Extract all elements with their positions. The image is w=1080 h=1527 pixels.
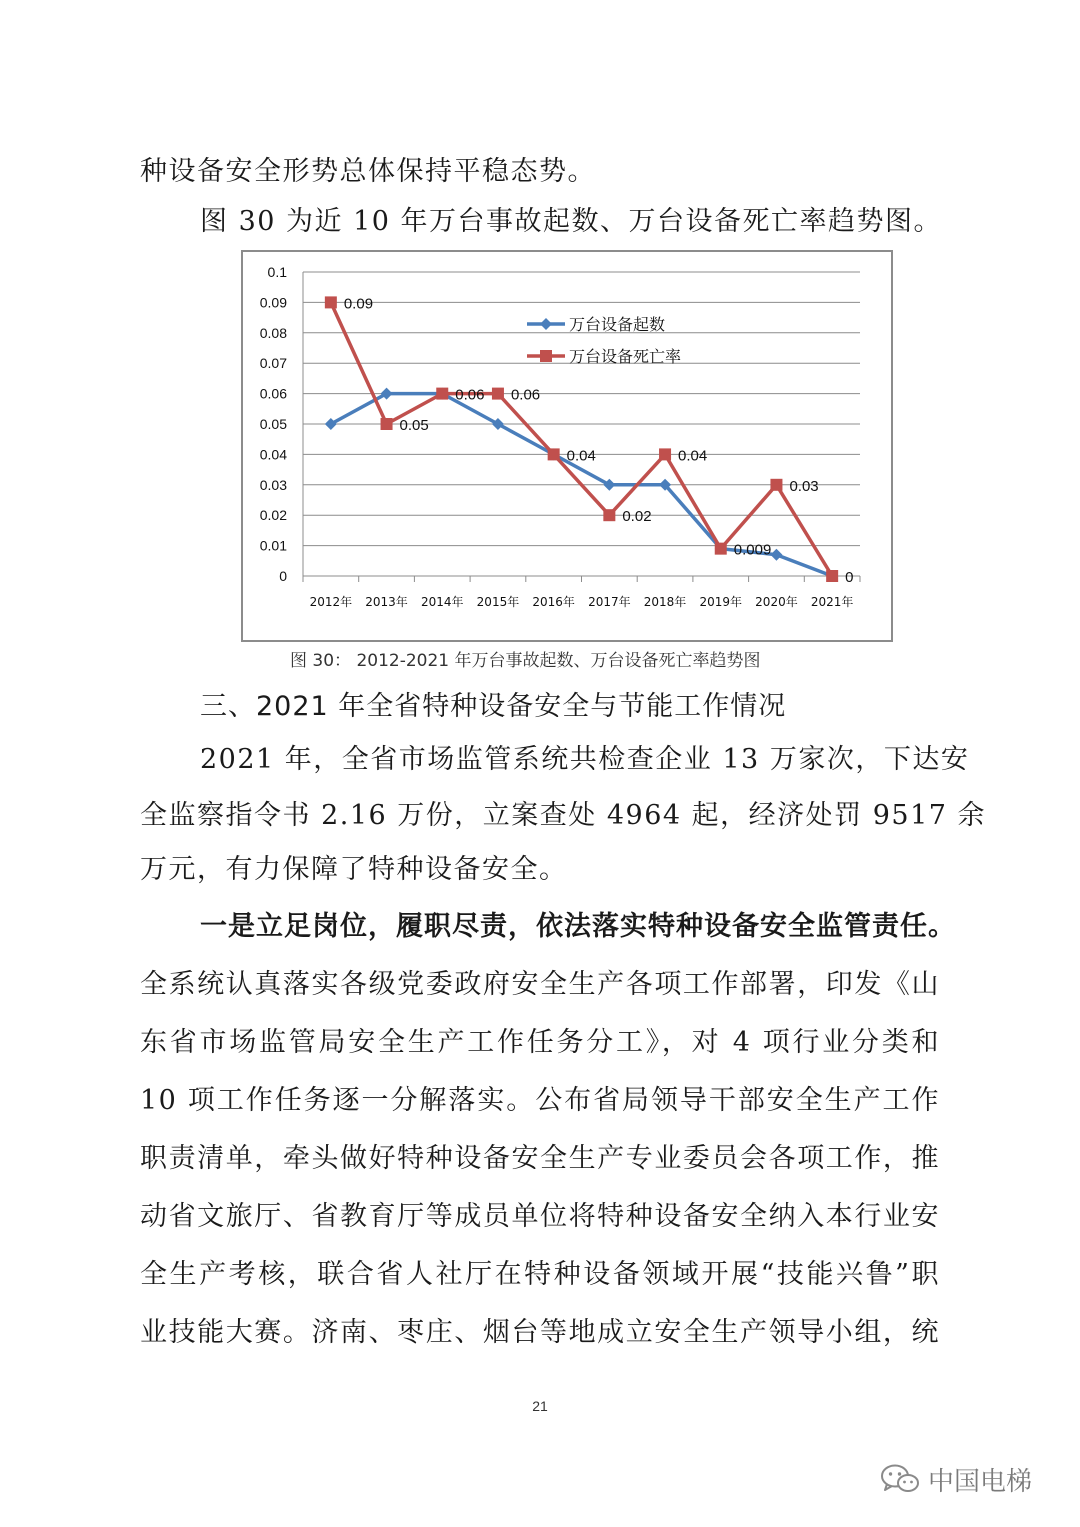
data-label: 0.05 [399, 417, 429, 434]
y-tick-label: 0.02 [259, 507, 287, 524]
y-tick-label: 0.01 [259, 537, 287, 554]
x-tick-label: 2021年 [810, 595, 854, 609]
x-tick-label: 2020年 [755, 595, 798, 609]
series-2-point [603, 509, 615, 521]
paragraph-2-line: 业技能大赛。济南、枣庄、烟台等地成立安全生产领导小组，统 [140, 1317, 940, 1348]
x-tick-label: 2019年 [699, 595, 743, 609]
series-2-point [548, 448, 560, 460]
y-tick-label: 0.07 [259, 355, 287, 372]
y-tick-label: 0.08 [259, 324, 287, 341]
data-label: 0.09 [343, 295, 374, 313]
paragraph-2-bold-lead: 一是立足岗位，履职尽责，依法落实特种设备安全监管责任。 [200, 911, 956, 942]
x-tick-label: 2014年 [420, 595, 464, 609]
trend-chart-svg [243, 252, 891, 640]
x-tick-label: 2013年 [365, 595, 408, 609]
series-2-point [492, 388, 504, 400]
watermark [880, 1462, 1032, 1496]
paragraph-2-line: 东省市场监管局安全生产工作任务分工》，对 4 项行业分类和 [140, 1027, 940, 1058]
paragraph-2-line: 职责清单，牵头做好特种设备安全生产专业委员会各项工作，推 [140, 1143, 940, 1174]
y-tick-label: 0.09 [259, 294, 287, 311]
paragraph-2-line: 全生产考核，联合省人社厅在特种设备领域开展“技能兴鲁”职 [140, 1259, 940, 1290]
paragraph-1-line: 全监察指令书 2.16 万份，立案查处 4964 起，经济处罚 9517 余 [140, 800, 987, 831]
paragraph-2-line: 10 项工作任务逐一分解落实。公布省局领导干部安全生产工作 [140, 1085, 940, 1116]
figure-caption: 图 30： 2012-2021 年万台事故起数、万台设备死亡率趋势图 [290, 651, 761, 671]
watermark-text: 中国电梯 [928, 1466, 1033, 1497]
series-1-point [770, 549, 782, 561]
paragraph-1-line: 2021 年，全省市场监管系统共检查企业 13 万家次，下达安 [200, 744, 970, 775]
series-2-point [659, 448, 671, 460]
data-label: 0.04 [566, 447, 596, 465]
x-tick-label: 2015年 [476, 595, 520, 609]
paragraph-2-line: 动省文旅厅、省教育厅等成员单位将特种设备安全纳入本行业安 [140, 1201, 940, 1232]
y-tick-label: 0.05 [259, 416, 287, 432]
page-number: 21 [532, 1398, 548, 1414]
y-tick-label: 0.04 [259, 446, 287, 463]
series-line-2 [331, 302, 832, 576]
body-line-1: 种设备安全形势总体保持平稳态势。 [140, 156, 596, 187]
data-label: 0.02 [622, 508, 652, 526]
y-tick-label: 0 [279, 568, 287, 584]
section-heading: 三、2021 年全省特种设备安全与节能工作情况 [200, 691, 787, 722]
x-tick-label: 2017年 [588, 595, 631, 609]
paragraph-1-line: 万元，有力保障了特种设备安全。 [140, 854, 568, 885]
data-label: 0.03 [789, 477, 819, 495]
series-2-point [325, 296, 337, 308]
legend-marker [540, 350, 552, 362]
trend-chart [241, 250, 893, 642]
legend-entry: 万台设备死亡率 [569, 347, 682, 366]
series-2-point [715, 543, 727, 555]
y-tick-label: 0.03 [259, 476, 287, 493]
x-tick-label: 2018年 [643, 595, 687, 609]
x-tick-label: 2012年 [309, 595, 353, 609]
data-label: 0 [845, 569, 854, 586]
series-2-point [436, 388, 448, 400]
data-label: 0.04 [678, 447, 708, 465]
body-line-2: 图 30 为近 10 年万台事故起数、万台设备死亡率趋势图。 [200, 206, 943, 237]
paragraph-2-line: 全系统认真落实各级党委政府安全生产各项工作部署，印发《山 [140, 969, 940, 1000]
y-tick-label: 0.1 [267, 264, 287, 280]
x-tick-label: 2016年 [532, 595, 575, 609]
legend-entry: 万台设备起数 [569, 315, 666, 334]
wechat-icon [880, 1463, 920, 1495]
legend-marker [540, 318, 552, 330]
data-label: 0.06 [510, 386, 541, 404]
series-2-point [826, 570, 838, 582]
data-label: 0.06 [455, 386, 485, 404]
series-2-point [770, 479, 782, 491]
data-label: 0.009 [733, 541, 772, 559]
y-tick-label: 0.06 [259, 385, 287, 402]
series-2-point [381, 418, 393, 430]
